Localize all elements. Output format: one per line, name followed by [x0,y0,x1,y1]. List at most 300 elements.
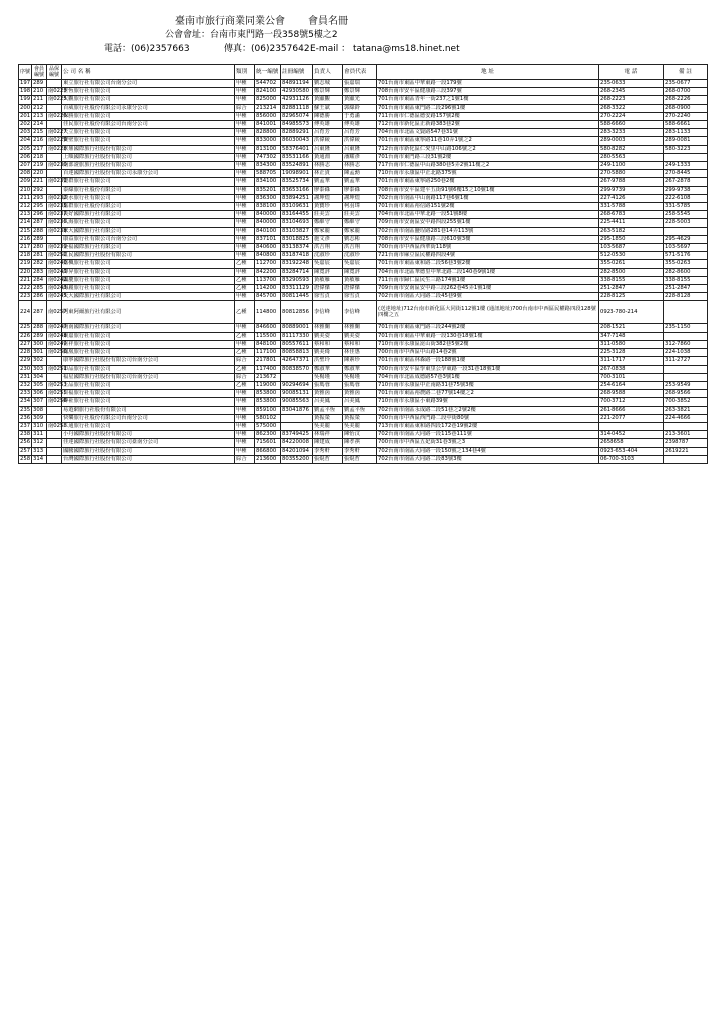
cell-quality-no: 南0229 [48,137,67,144]
roster-header [18,14,707,64]
cell-category: 甲種 [235,406,255,414]
cell-company: 家大國際旅行社有限公司 [62,227,235,235]
cell-company: 保勝旅行社有限公司 [62,112,235,120]
cell-company: 小丹國際旅行社股份有限公司 [62,431,235,439]
email-info: E-mail ： tatana@ms18.hinet.net [310,44,460,54]
cell-phone: 268-9588 [599,390,664,398]
cell-license-no: 859100 [255,406,281,414]
cell-quality-no: 南0256 [48,398,67,405]
cell-seq: 238 [20,431,31,438]
cell-rep: 鄭景輝 [343,88,377,96]
cell-company: 東立旅行社有限公司台南分公司 [62,80,235,88]
table-row [19,439,708,447]
cell-phone: 295-1850 [599,235,664,243]
cell-member-no: 308 [32,406,47,414]
cell-address: 702台南市南區大同路一段115巷111號 [377,431,599,439]
cell-seq: 229 [20,357,31,364]
cell-member-no: 311 [32,431,47,439]
cell-address: 709台南市安南區安中路四段255號1樓 [377,219,599,227]
cell-member-no: 302 [32,357,47,365]
cell-sub-no: 83284714 [281,268,313,276]
cell-category: 乙種 [235,381,255,389]
cell-seq: 206 [20,153,31,160]
cell-license-no: 840000 [255,211,281,219]
cell-owner: 林瑞祥 [313,431,343,439]
cell-category: 甲種 [235,121,255,129]
cell-license-no: 840800 [255,252,281,260]
cell-seq: 233 [20,390,31,397]
cell-company: 澤昇旅行社有限公司 [62,268,235,276]
cell-owner: 蘇王斌 [313,104,343,112]
table-row [19,145,708,153]
cell-quality-no [47,414,62,422]
cell-phone: 261-8666 [599,406,664,414]
cell-rep: 傅英雄 [343,121,377,129]
cell-quality-no: 南0240 [48,260,67,267]
cell-quality-no: 南0232 [48,194,67,201]
cell-company: 國騰國際旅行社股份有限公司 [62,447,235,455]
cell-remarks: 580-3223 [664,145,708,153]
cell-member-no: 293 [32,194,47,202]
cell-member-no: 212 [32,104,47,112]
cell-category: 甲種 [235,145,255,153]
cell-rep: 洪吉翔 [343,244,377,252]
cell-seq: 201 [20,112,31,119]
cell-company: 國慶旅行社有限公司 [62,276,235,284]
cell-category: 乙種 [235,276,255,284]
cell-company: 佳達國際旅行社股份有限公司臺南分公司 [62,439,235,447]
table-row [19,80,708,88]
cell-company: 大觀旅行社有限公司 [62,96,235,104]
cell-category: 甲種 [235,80,255,88]
cell-remarks: 282-8600 [664,268,708,276]
cell-rep: 郭綠鈴 [343,104,377,112]
cell-category: 甲種 [235,227,255,235]
cell-sub-no [281,414,313,422]
cell-company: 上品旅行社有限公司 [62,381,235,389]
cell-company: 金福國際旅行社有限公司 [62,244,235,252]
cell-phone: 235-0633 [599,80,664,88]
cell-rep: 于勇滿 [343,112,377,120]
cell-rep: 劉志彬 [343,235,377,243]
cell-remarks: 295-4629 [664,235,708,243]
cell-seq: 213 [20,211,31,218]
cell-remarks: 263-3821 [664,406,708,414]
cell-category: 甲種 [235,390,255,398]
cell-quality-no: 南0241 [48,268,67,275]
cell-seq: 223 [20,293,31,300]
cell-address: 700台南市中西區西華街118號 [377,244,599,252]
cell-company: 鳳凰旅行社有限公司 [62,349,235,357]
cell-sub-no: 90085563 [281,398,313,406]
cell-sub-no [281,422,313,430]
cell-owner: 呂東隆 [313,145,343,153]
cell-owner: 傅英雄 [313,121,343,129]
cell-phone: 311-1717 [599,357,664,365]
cell-rep: 潘耀彥 [343,153,377,161]
cell-quality-no [47,235,62,243]
cell-sub-no: 42930580 [281,88,313,96]
cell-company: 三通旅行社有限公司 [62,422,235,430]
cell-remarks: 251-2847 [664,285,708,293]
cell-license-no: 841001 [255,121,281,129]
cell-quality-no: 南0237 [48,211,67,218]
cell-category: 甲種 [235,414,255,422]
cell-owner: 陳建成 [313,439,343,447]
cell-phone: 289-0003 [599,137,664,145]
cell-license-no: 835201 [255,186,281,194]
cell-phone: 208-1521 [599,324,664,332]
cell-quality-no: 南0236 [48,219,67,226]
cell-quality-no [47,170,62,178]
cell-remarks: 571-5176 [664,252,708,260]
cell-member-no: 304 [32,373,47,381]
cell-address: 701台南市東區青年一街237之1號1樓 [377,96,599,104]
cell-address: 708台南市安平區建平五街91號6樓15之10號1樓 [377,186,599,194]
cell-phone: 347-7148 [599,332,664,340]
cell-company: 快樂旅行社股份有限公司台南分公司 [62,414,235,422]
table-row [19,349,708,357]
cell-member-no: 286 [32,293,47,301]
cell-seq: 232 [20,381,31,388]
cell-remarks: 103-5697 [664,244,708,252]
cell-company: 百威旅行社股份有限公司永康分公司 [62,104,235,112]
cell-member-no: 281 [32,252,47,260]
cell-member-no: 214 [32,121,47,129]
cell-company: 南南國際旅行社有限公司 [62,324,235,332]
cell-phone: 700-3712 [599,398,664,406]
cell-rep: 吳美麗 [343,422,377,430]
cell-sub-no: 83138374 [281,244,313,252]
table-row [19,285,708,293]
cell-phone: 282-8500 [599,268,664,276]
table-row [19,252,708,260]
cell-seq: 236 [20,414,31,421]
table-header-row [19,65,708,80]
cell-member-no: 220 [32,170,47,178]
cell-seq: 220 [20,268,31,275]
cell-category: 甲種 [235,268,255,276]
cell-phone: 270-2224 [599,112,664,120]
cell-phone: 0923-780-214 [599,301,664,324]
cell-owner: 黃雅茵 [313,390,343,398]
cell-category: 甲種 [235,244,255,252]
cell-phone: 338-8155 [599,276,664,284]
cell-license-no: 114800 [255,301,281,324]
cell-category: 甲種 [235,137,255,145]
cell-license-no: 836300 [255,194,281,202]
cell-owner: 張焜哲 [313,455,343,463]
cell-sub-no: 80889001 [281,324,313,332]
cell-sub-no: 84220008 [281,439,313,447]
cell-remarks: 588-6661 [664,121,708,129]
cell-company: 南部證旅旅行社股份有限公司 [62,162,235,170]
cell-owner: 林勝志 [313,162,343,170]
table-row [19,324,708,332]
cell-sub-no: 86030043 [281,137,313,145]
table-row [19,227,708,235]
cell-rep: 黃敏雁 [343,276,377,284]
cell-sub-no: 83749425 [281,431,313,439]
cell-address: 702台南市南區大同路一段150號之134巷4號 [377,447,599,455]
cell-rep: 林勝志 [343,162,377,170]
cell-phone [599,422,664,430]
cell-license-no: 834300 [255,162,281,170]
cell-member-no: 289 [32,80,47,88]
table-row [19,332,708,340]
cell-quality-no [47,104,62,112]
cell-rep: 黃雅茵 [343,390,377,398]
cell-seq: 258 [20,455,31,462]
cell-member-no: 210 [32,88,47,96]
cell-member-no: 215 [32,129,47,137]
cell-seq: 203 [20,129,31,136]
table-row [19,244,708,252]
cell-remarks: 228-5003 [664,219,708,227]
cell-owner: 李秀軒 [313,447,343,455]
col-phone: 電 話 [599,65,664,80]
cell-rep: 張焜哲 [343,455,377,463]
cell-phone: 221-2077 [599,414,664,422]
cell-member-no: 312 [32,439,47,447]
cell-owner: 黃振榮 [313,414,343,422]
cell-seq: 210 [20,186,31,193]
col-rep: 會員代表 [343,65,377,80]
cell-phone: 299-9739 [599,186,664,194]
table-row [19,112,708,120]
cell-seq: 228 [20,349,31,356]
cell-member-no: 307 [32,398,47,406]
cell-rep: 莊美雲 [343,211,377,219]
cell-remarks: 258-5545 [664,211,708,219]
cell-address: 701台南市東區林森路一段188號1樓 [377,357,599,365]
cell-remarks [664,455,708,463]
fax-info: 傳真：(06)2357642 [224,44,310,54]
cell-remarks: 311-2727 [664,357,708,365]
cell-quality-no [47,439,62,447]
cell-phone: 700-3101 [599,373,664,381]
cell-phone: 268-3322 [599,104,664,112]
cell-license-no: 833000 [255,137,281,145]
cell-company: 紅民國際旅行社股份有限公司 [62,252,235,260]
cell-owner: 劉美姿 [313,332,343,340]
cell-seq: 222 [20,285,31,292]
cell-member-no: 301 [32,349,47,357]
cell-member-no: 216 [32,137,47,145]
cell-member-no: 287 [32,301,47,324]
cell-owner: 沈淑珍 [313,252,343,260]
cell-rep: 呂育芳 [343,129,377,137]
cell-address: 711台南市仁德區德安路157號2樓 [377,112,599,120]
cell-owner: 唐偉傑 [313,285,343,293]
cell-remarks: 270-8445 [664,170,708,178]
cell-address: 708台南市安平區健康路三段610號3樓 [377,235,599,243]
cell-seq: 214 [20,219,31,226]
cell-sub-no: 90085131 [281,390,313,398]
cell-rep: 張嘉瑞 [343,80,377,88]
cell-seq: 231 [20,373,31,380]
cell-rep: 林雅蘭 [343,324,377,332]
cell-phone: 267-9788 [599,178,664,186]
cell-address: 700台南市中西區五妃街31巷3號之3 [377,439,599,447]
cell-license-no: 866800 [255,447,281,455]
cell-sub-no: 82881118 [281,104,313,112]
cell-seq: 227 [20,340,31,347]
cell-address: 712台南市新化區正新路383巷2號 [377,121,599,129]
cell-sub-no: 42647371 [281,357,313,365]
cell-category: 甲種 [235,170,255,178]
cell-category: 甲種 [235,439,255,447]
cell-address: 701台南市東區東和路二段56巷3號2樓 [377,260,599,268]
cell-sub-no: 19098901 [281,170,313,178]
cell-category: 甲種 [235,252,255,260]
cell-remarks: 268-0900 [664,104,708,112]
cell-phone: 314-0452 [599,431,664,439]
cell-license-no: 119000 [255,381,281,389]
cell-sub-no: 83525734 [281,178,313,186]
cell-member-no: 300 [32,340,47,348]
cell-quality-no [47,186,62,194]
cell-quality-no: 南0235 [48,203,67,210]
cell-member-no: 296 [32,211,47,219]
cell-owner: 謝坤煌 [313,194,343,202]
cell-sub-no: 90294694 [281,381,313,389]
cell-sub-no: 80355200 [281,455,313,463]
cell-category: 甲種 [235,178,255,186]
cell-rep: 鄭家麗 [343,227,377,235]
cell-quality-no: 南0227 [48,129,67,136]
roster-subtitle: 會員名冊 [308,16,348,27]
cell-company: 寶壁旅行社有限公司 [62,137,235,145]
cell-phone: 311-0580 [599,340,664,348]
cell-phone: 512-0530 [599,252,664,260]
cell-phone: 355-0261 [599,260,664,268]
cell-member-no: 218 [32,153,47,161]
cell-member-no: 288 [32,324,47,332]
cell-company: 康益旅行社有限公司台南分公司 [62,235,235,243]
cell-address: 701台南市東區東寧路250巷2樓 [377,178,599,186]
cell-remarks: 270-2240 [664,112,708,120]
phone-info: 電話：(06)2357663 [104,44,190,54]
cell-address: 700台南市中西區中山路14巷2號 [377,349,599,357]
cell-seq: 199 [20,96,31,103]
cell-member-no: 314 [32,455,47,463]
cell-phone: 263-5182 [599,227,664,235]
cell-address: 721台南市麻豆區民權路四段4號 [377,252,599,260]
cell-rep: 陳素珍 [343,357,377,365]
cell-owner: 陳寬評 [313,268,343,276]
cell-owner: 洪偉綾 [313,137,343,145]
cell-sub-no: 83192248 [281,260,313,268]
cell-license-no: 588705 [255,170,281,178]
table-row [19,390,708,398]
table-row [19,153,708,161]
cell-member-no: 303 [32,365,47,373]
cell-category: 甲種 [235,340,255,348]
cell-seq: 208 [20,170,31,177]
cell-quality-no: 南0245 [48,293,67,300]
cell-phone: 0923-653-404 [599,447,664,455]
cell-rep: 呂美鳳 [343,398,377,406]
cell-company: 康寧國際旅行社股份有限公司台南分公司 [62,357,235,365]
cell-category: 甲種 [235,431,255,439]
cell-license-no: 117400 [255,365,281,373]
cell-company: 豐群旅行社有限公司 [62,178,235,186]
cell-rep: 黃顯光 [343,96,377,104]
cell-member-no: 221 [32,178,47,186]
cell-member-no: 213 [32,112,47,120]
cell-remarks: 222-6108 [664,194,708,202]
cell-rep: 謝坤煌 [343,194,377,202]
cell-remarks: 253-9549 [664,381,708,389]
cell-owner: 劉孟華 [313,178,343,186]
cell-license-no: 114200 [255,285,281,293]
cell-license-no: 825000 [255,96,281,104]
cell-sub-no: 82889291 [281,129,313,137]
table-row [19,357,708,365]
cell-seq: 197 [20,80,31,86]
cell-owner: 劉志城 [313,80,343,88]
cell-company: 易遊網旅行社股份有限公司 [62,406,235,414]
cell-address: 701台南市東門路三段31號2樓 [377,153,599,161]
cell-member-no: 217 [32,145,47,153]
cell-quality-no: 南0228 [48,145,67,152]
cell-license-no: 853800 [255,398,281,406]
cell-owner: 吳嘉宸 [313,260,343,268]
cell-license-no: 853800 [255,390,281,398]
cell-rep: 劉孟華 [343,178,377,186]
cell-seq: 218 [20,252,31,259]
cell-address: 701台南市東區東寧路11巷10弄1號之2 [377,137,599,145]
cell-address: 708台南市安平區健康路三段397號 [377,88,599,96]
cell-phone: 251-2847 [599,285,664,293]
cell-license-no: 845700 [255,293,281,301]
cell-company: 日福旅行社有限公司 [62,390,235,398]
cell-owner: 施文彥 [313,235,343,243]
cell-address: 710台南市永康區崑山街382巷5號2樓 [377,340,599,348]
cell-address: 713台南市東區東和路四段172巷19號2樓 [377,422,599,430]
cell-owner: 吳楊瑾 [313,373,343,381]
cell-owner: 洪聖玲 [313,357,343,365]
cell-license-no: 862300 [255,431,281,439]
table-row [19,186,708,194]
cell-license-no: 117100 [255,349,281,357]
col-remarks: 備 註 [664,65,708,80]
cell-license-no: 842200 [255,268,281,276]
cell-member-no: 292 [32,186,47,194]
table-row [19,203,708,211]
cell-address: 702台南市南區大同路二段83號3樓 [377,455,599,463]
cell-rep: 李秀軒 [343,447,377,455]
cell-quality-no: 南0243 [48,285,67,292]
cell-company: 良好國際旅行社有限公司 [62,211,235,219]
cell-owner: 陳德勝 [313,112,343,120]
cell-member-no: 295 [32,203,47,211]
cell-remarks: 235-1150 [664,324,708,332]
col-quality-no: 品保編號 [47,65,62,80]
cell-rep: 蔡和和 [343,340,377,348]
cell-phone: 331-5788 [599,203,664,211]
cell-member-no: 313 [32,447,47,455]
table-row [19,178,708,186]
cell-remarks: 338-8155 [664,276,708,284]
cell-address: 701台南市東區裕信路151號2樓 [377,203,599,211]
cell-quality-no: 南0242 [48,276,67,283]
cell-sub-no: 82965074 [281,112,313,120]
cell-license-no: 213214 [255,104,281,112]
col-owner: 負責人 [313,65,343,80]
cell-remarks: 224-4666 [664,414,708,422]
